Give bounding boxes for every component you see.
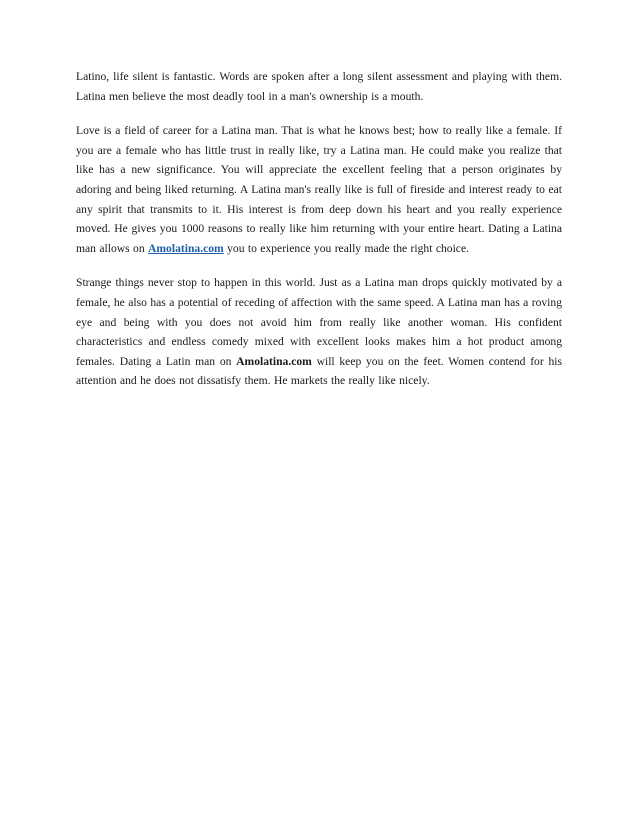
amolatina-link[interactable]: Amolatina.com <box>148 241 224 255</box>
paragraph-2 <box>76 121 562 258</box>
paragraph-3 <box>76 273 562 391</box>
paragraph-1 <box>76 67 562 106</box>
amolatina-bold-text: Amolatina.com <box>236 354 312 368</box>
paragraph-1-text: Latino, life silent is fantastic. Words are spoken after a long silent assessment and playing with them. Latina men believe the most deadly tool in a man's ownership is a mouth. <box>76 70 562 103</box>
paragraph-2-text-after-link: you to experience you really made the right choice. <box>223 241 469 255</box>
paragraph-3-text-before-bold: Strange things never stop to happen in this world. Just as a Latina man drops quickly motivated by a female, he also has a potential of receding of affection with the same speed. A Latina man has a roving eye and being with you does not avoid him from really like another woman. His confident characteristics and endless comedy mixed with excellent looks makes him a hot product among females. Dating a Latin man on <box>76 276 562 368</box>
paragraph-3-text-after-bold: will keep you on the feet. Women contend for his attention and he does not dissatisfy them. He markets the really like nicely. <box>76 354 562 388</box>
paragraph-2-text-before-link: Love is a field of career for a Latina man. That is what he knows best; how to really like a female. If you are a female who has little trust in really like, try a Latina man. He could make you realize that like has a new significance. You will appreciate the excellent feeling that a person originates by adoring and being liked returning. A Latina man's really like is full of fireside and interest ready to eat any spirit that transmits to it. His interest is from deep down his heart and you really experience moved. He gives you 1000 reasons to really like him returning with your entire heart. Dating a Latina man allows on <box>76 124 562 255</box>
document-page <box>76 67 562 406</box>
